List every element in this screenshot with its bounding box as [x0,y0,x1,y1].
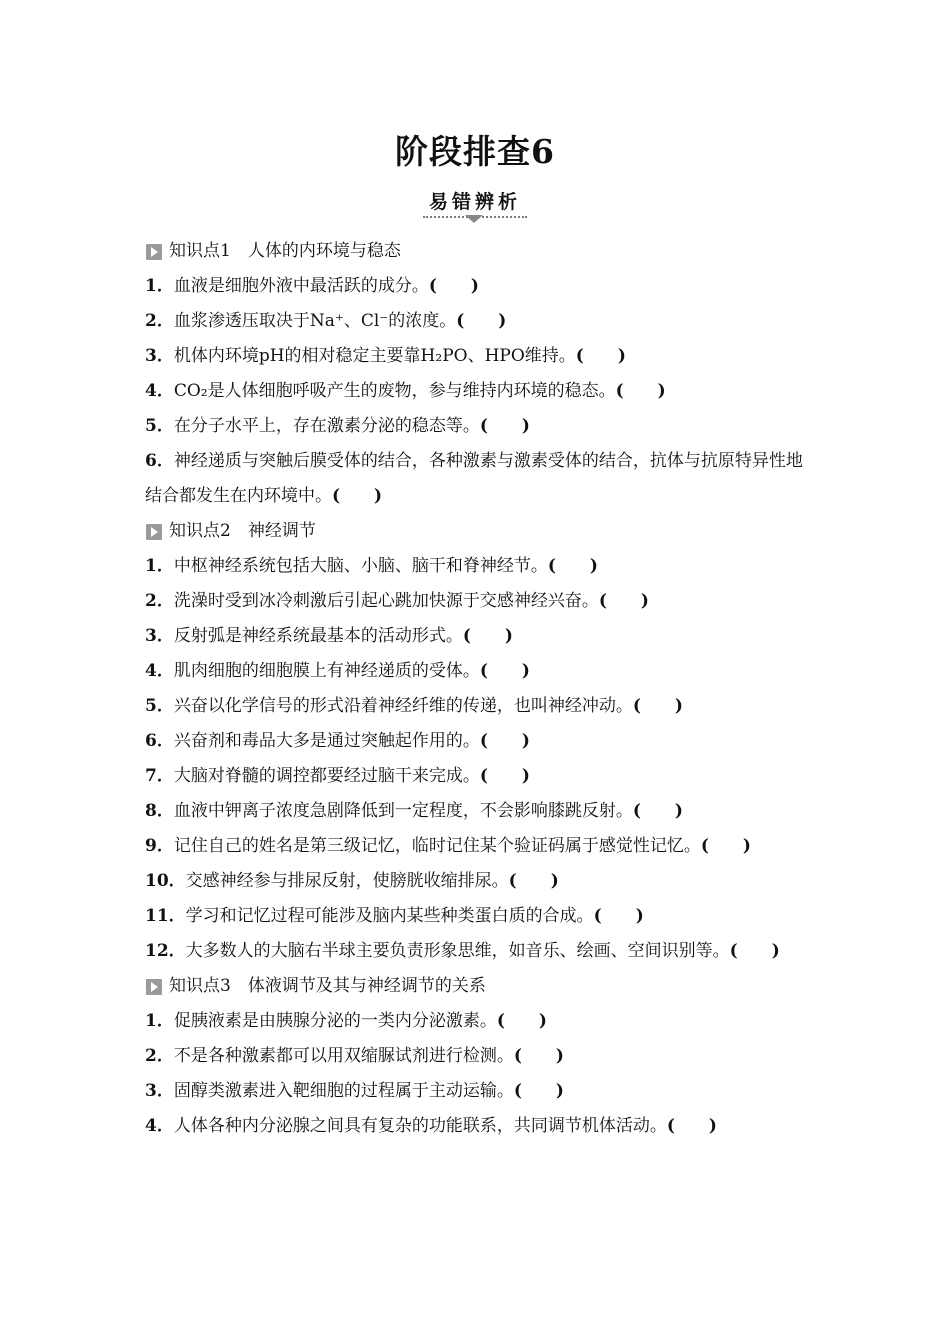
question-number: 6． [145,451,174,471]
question-item [145,444,810,514]
question-item [145,724,810,759]
section-heading [145,969,810,1004]
subtitle-block [0,187,950,218]
question-number: 5． [145,416,174,436]
answer-blank[interactable]: ( ) [479,766,530,786]
question-text: 人体各种内分泌腺之间具有复杂的功能联系，共同调节机体活动。 [173,1116,667,1136]
question-text: 血液中钾离子浓度急剧降低到一定程度，不会影响膝跳反射。 [173,801,633,821]
question-number: 10． [145,871,186,891]
answer-blank[interactable]: ( ) [513,1046,564,1066]
question-text: 兴奋剂和毒品大多是通过突触起作用的。 [173,731,480,751]
section-heading-text: 知识点1 人体的内环境与稳态 [169,241,401,261]
answer-blank[interactable]: ( ) [479,661,530,681]
play-icon [146,979,162,995]
answer-blank[interactable]: ( ) [729,941,780,961]
question-number: 1． [145,556,174,576]
question-item [145,1074,810,1109]
question-text: 血液是细胞外液中最活跃的成分。 [173,276,429,296]
question-text: 交感神经参与排尿反射，使膀胱收缩排尿。 [185,871,509,891]
question-item [145,339,810,374]
question-text: 机体内环境pH的相对稳定主要靠H₂PO、HPO维持。 [173,346,576,366]
question-list [145,234,810,1144]
question-number: 3． [145,346,174,366]
answer-blank[interactable]: ( ) [496,1011,547,1031]
question-number: 8． [145,801,174,821]
question-item [145,374,810,409]
answer-blank[interactable]: ( ) [456,311,507,331]
question-number: 2． [145,591,174,611]
section-heading-text: 知识点2 神经调节 [169,521,316,541]
subtitle-arrow-icon [465,215,483,223]
question-item [145,1004,810,1039]
page-title: 阶段排查6 [395,132,555,171]
question-item [145,1109,810,1144]
question-number: 9． [145,836,174,856]
answer-blank[interactable]: ( ) [593,906,644,926]
question-text: 固醇类激素进入靶细胞的过程属于主动运输。 [173,1081,514,1101]
question-number: 4． [145,661,174,681]
question-number: 5． [145,696,174,716]
question-number: 2． [145,311,174,331]
question-text: 神经递质与突触后膜受体的结合，各种激素与激素受体的结合，抗体与抗原特异性地结合都发生在内环境中。 [145,451,803,506]
question-text: 不是各种激素都可以用双缩脲试剂进行检测。 [173,1046,514,1066]
question-item [145,654,810,689]
question-text: 血浆渗透压取决于Na⁺、Cl⁻的浓度。 [173,311,457,331]
question-item [145,304,810,339]
question-number: 6． [145,731,174,751]
question-item [145,829,810,864]
question-item [145,409,810,444]
answer-blank[interactable]: ( ) [632,801,683,821]
answer-blank[interactable]: ( ) [632,696,683,716]
subtitle: 易错辨析 [423,187,527,218]
question-item [145,864,810,899]
question-number: 1． [145,1011,174,1031]
question-text: 学习和记忆过程可能涉及脑内某些种类蛋白质的合成。 [185,906,594,926]
question-item [145,1039,810,1074]
section-heading [145,234,810,269]
answer-blank[interactable]: ( ) [479,416,530,436]
question-text: CO₂是人体细胞呼吸产生的废物，参与维持内环境的稳态。 [173,381,616,401]
play-icon [146,524,162,540]
question-number: 7． [145,766,174,786]
question-item [145,759,810,794]
question-item [145,549,810,584]
question-number: 12． [145,941,186,961]
answer-blank[interactable]: ( ) [615,381,666,401]
play-icon [146,244,162,260]
answer-blank[interactable]: ( ) [513,1081,564,1101]
question-text: 肌肉细胞的细胞膜上有神经递质的受体。 [173,661,480,681]
question-number: 3． [145,1081,174,1101]
question-text: 记住自己的姓名是第三级记忆，临时记住某个验证码属于感觉性记忆。 [173,836,701,856]
answer-blank[interactable]: ( ) [700,836,751,856]
section-heading [145,514,810,549]
answer-blank[interactable]: ( ) [547,556,598,576]
answer-blank[interactable]: ( ) [508,871,559,891]
question-text: 大脑对脊髓的调控都要经过脑干来完成。 [173,766,480,786]
answer-blank[interactable]: ( ) [462,626,513,646]
question-text: 洗澡时受到冰冷刺激后引起心跳加快源于交感神经兴奋。 [173,591,599,611]
question-item [145,689,810,724]
question-item [145,794,810,829]
question-number: 4． [145,381,174,401]
question-text: 兴奋以化学信号的形式沿着神经纤维的传递，也叫神经冲动。 [173,696,633,716]
question-text: 中枢神经系统包括大脑、小脑、脑干和脊神经节。 [173,556,548,576]
question-number: 1． [145,276,174,296]
question-number: 4． [145,1116,174,1136]
answer-blank[interactable]: ( ) [598,591,649,611]
answer-blank[interactable]: ( ) [575,346,626,366]
answer-blank[interactable]: ( ) [428,276,479,296]
question-number: 2． [145,1046,174,1066]
question-number: 11． [145,906,186,926]
question-text: 大多数人的大脑右半球主要负责形象思维，如音乐、绘画、空间识别等。 [185,941,730,961]
question-text: 反射弧是神经系统最基本的活动形式。 [173,626,463,646]
section-heading-text: 知识点3 体液调节及其与神经调节的关系 [169,976,486,996]
question-item [145,899,810,934]
answer-blank[interactable]: ( ) [332,486,383,506]
question-item [145,584,810,619]
question-text: 在分子水平上，存在激素分泌的稳态等。 [173,416,480,436]
question-item [145,934,810,969]
question-item [145,619,810,654]
question-item [145,269,810,304]
answer-blank[interactable]: ( ) [479,731,530,751]
question-text: 促胰液素是由胰腺分泌的一类内分泌激素。 [173,1011,497,1031]
question-number: 3． [145,626,174,646]
answer-blank[interactable]: ( ) [666,1116,717,1136]
